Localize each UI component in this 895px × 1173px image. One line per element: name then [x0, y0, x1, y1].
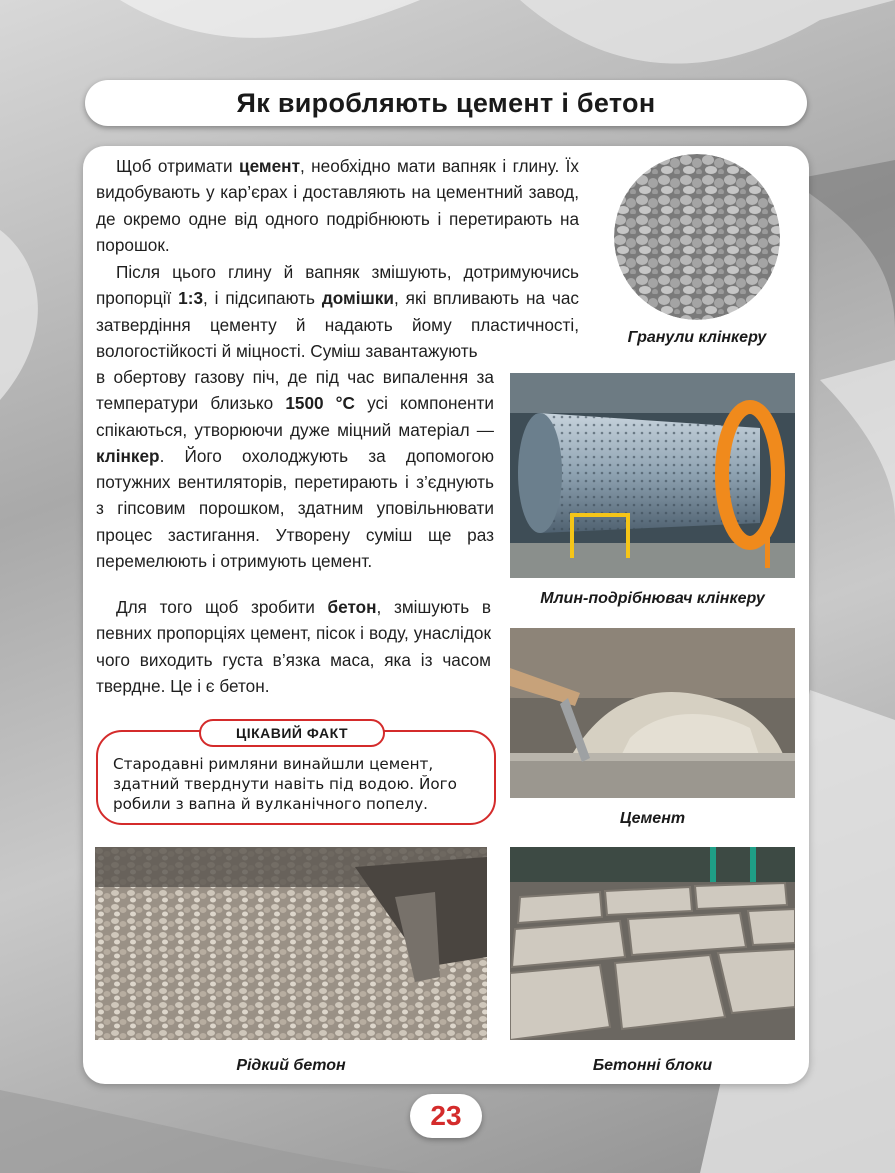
page-number: 23 — [410, 1094, 482, 1138]
caption-clinker-granules: Гранули клінкеру — [627, 329, 767, 346]
caption-liquid-concrete: Рідкий бетон — [236, 1057, 346, 1074]
liquid-concrete-photo — [95, 847, 487, 1040]
cement-photo — [510, 628, 795, 798]
paragraph-2: Після цього глину й вапняк змішують, дотримуючись пропорції 1:3, і підсипають домішки, які впливають на час затвердіння цементу й надають йому пластичності, вологостійкості й міцності. Суміш завантажують — [96, 262, 579, 361]
page-title: Як виробляють цемент і бетон — [236, 87, 656, 118]
caption-cement: Цемент — [619, 810, 686, 827]
caption-mill: Млин-подрібнювач клінкеру — [540, 590, 765, 607]
paragraph-3: Для того щоб зробити бетон, змішують в певних пропорціях цемент, пісок і воду, унаслідок чого виходить густа в’язка маса, яка із часом твердне. Це і є бетон. — [96, 597, 491, 696]
clinker-granules-photo — [614, 154, 780, 320]
paragraph-2-continued: в обертову газову піч, де під час випалення за температури близько 1500 °С усі компоненти спікаються, утворюючи дуже міцний матеріал — клінкер. Його охолоджують за допомогою потужних вентиляторів, перетирають і з’єднують з гіпсовим порошком, здатним уповільнювати процес застигання. Утворену суміш ще раз перемелюють і отримують цемент. — [96, 367, 494, 572]
concrete-blocks-photo — [510, 847, 795, 1040]
caption-concrete-blocks: Бетонні блоки — [592, 1057, 713, 1074]
fun-fact-text: Стародавні римляни винайшли цемент, здатний тверднути навіть під водою. Його робили з вапна й вулканічного попелу. — [113, 755, 457, 813]
clinker-mill-photo — [510, 373, 795, 578]
paragraph-1: Щоб отримати цемент, необхідно мати вапняк і глину. Їх видобувають у кар’єрах і доставляють на цементний завод, де окремо одне від одного подрібнюють і перетирають на порошок. — [96, 156, 580, 255]
page-title-bar — [85, 80, 807, 126]
fun-fact-label: ЦІКАВИЙ ФАКТ — [199, 719, 385, 747]
